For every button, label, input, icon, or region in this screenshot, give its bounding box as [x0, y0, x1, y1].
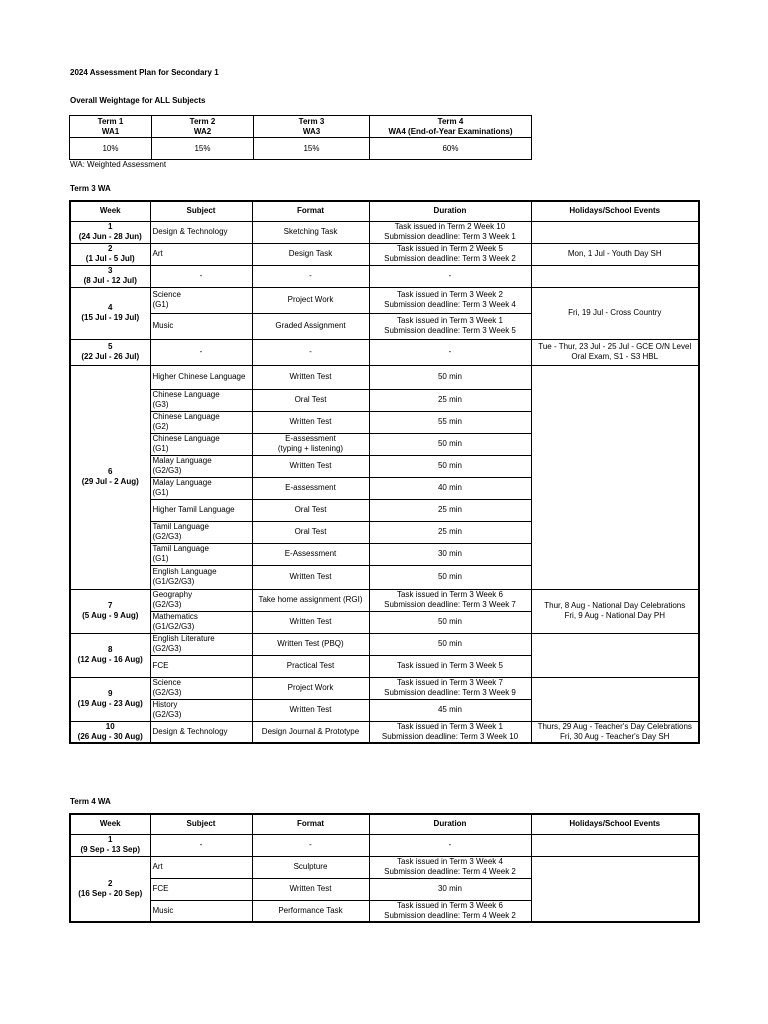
- format-cell: Written Test: [252, 611, 369, 633]
- duration-cell: 55 min: [369, 411, 531, 433]
- duration-cell: 25 min: [369, 499, 531, 521]
- subject-cell: English Language (G1/G2/G3): [150, 565, 252, 589]
- format-cell: Graded Assignment: [252, 313, 369, 339]
- subject-cell: History (G2/G3): [150, 699, 252, 721]
- duration-cell: -: [369, 265, 531, 287]
- format-cell: -: [252, 834, 369, 856]
- duration-cell: Task issued in Term 3 Week 1 Submission deadline: Term 3 Week 10: [369, 721, 531, 743]
- subject-cell: Higher Tamil Language: [150, 499, 252, 521]
- week-cell: 1 (24 Jun - 28 Jun): [70, 221, 150, 243]
- weightage-heading: Overall Weightage for ALL Subjects: [70, 96, 206, 105]
- duration-cell: Task issued in Term 3 Week 7 Submission deadline: Term 3 Week 9: [369, 677, 531, 699]
- header-duration: Duration: [369, 814, 531, 834]
- header-events: Holidays/School Events: [531, 201, 699, 221]
- subject-cell: -: [150, 265, 252, 287]
- header-week: Week: [70, 201, 150, 221]
- events-cell: [531, 856, 699, 922]
- duration-cell: 50 min: [369, 611, 531, 633]
- format-cell: Written Test: [252, 365, 369, 389]
- duration-cell: Task issued in Term 3 Week 5: [369, 655, 531, 677]
- week-cell: 10 (26 Aug - 30 Aug): [70, 721, 150, 743]
- table-row: [70, 221, 699, 243]
- format-cell: Sculpture: [252, 856, 369, 878]
- term4-table: [69, 813, 700, 923]
- duration-cell: 50 min: [369, 455, 531, 477]
- events-cell: [531, 365, 699, 589]
- table-row: [70, 365, 699, 389]
- format-cell: -: [252, 339, 369, 365]
- subject-cell: -: [150, 834, 252, 856]
- subject-cell: Science (G1): [150, 287, 252, 313]
- header-subject: Subject: [150, 814, 252, 834]
- events-cell: [531, 834, 699, 856]
- duration-cell: 50 min: [369, 633, 531, 655]
- events-cell: Fri, 19 Jul - Cross Country: [531, 287, 699, 339]
- format-cell: Written Test: [252, 878, 369, 900]
- events-cell: [531, 677, 699, 721]
- subject-cell: Tamil Language (G1): [150, 543, 252, 565]
- subject-cell: Higher Chinese Language: [150, 365, 252, 389]
- weightage-col-2: Term 2 WA2: [152, 116, 254, 138]
- week-cell: 5 (22 Jul - 26 Jul): [70, 339, 150, 365]
- duration-cell: -: [369, 339, 531, 365]
- week-cell: 9 (19 Aug - 23 Aug): [70, 677, 150, 721]
- weightage-pct-1: 10%: [70, 138, 152, 160]
- format-cell: Written Test: [252, 565, 369, 589]
- table-row: [70, 287, 699, 313]
- subject-cell: Art: [150, 243, 252, 265]
- term3-table: [69, 200, 700, 744]
- events-cell: Mon, 1 Jul - Youth Day SH: [531, 243, 699, 265]
- format-cell: Oral Test: [252, 521, 369, 543]
- week-cell: 2 (1 Jul - 5 Jul): [70, 243, 150, 265]
- events-cell: Tue - Thur, 23 Jul - 25 Jul - GCE O/N Level Oral Exam, S1 - S3 HBL: [531, 339, 699, 365]
- week-cell: 1 (9 Sep - 13 Sep): [70, 834, 150, 856]
- subject-cell: Tamil Language (G2/G3): [150, 521, 252, 543]
- format-cell: Practical Test: [252, 655, 369, 677]
- subject-cell: Music: [150, 900, 252, 922]
- table-row: [70, 339, 699, 365]
- format-cell: Take home assignment (RGI): [252, 589, 369, 611]
- week-cell: 4 (15 Jul - 19 Jul): [70, 287, 150, 339]
- header-format: Format: [252, 814, 369, 834]
- format-cell: Written Test: [252, 411, 369, 433]
- header-duration: Duration: [369, 201, 531, 221]
- format-cell: Performance Task: [252, 900, 369, 922]
- duration-cell: 40 min: [369, 477, 531, 499]
- weightage-col-4: Term 4 WA4 (End-of-Year Examinations): [370, 116, 532, 138]
- duration-cell: 25 min: [369, 389, 531, 411]
- weightage-pct-4: 60%: [370, 138, 532, 160]
- table-row: [70, 243, 699, 265]
- table-row: [70, 721, 699, 743]
- format-cell: Project Work: [252, 287, 369, 313]
- duration-cell: Task issued in Term 2 Week 10 Submission deadline: Term 3 Week 1: [369, 221, 531, 243]
- subject-cell: Chinese Language (G3): [150, 389, 252, 411]
- subject-cell: Geography (G2/G3): [150, 589, 252, 611]
- weightage-note: WA: Weighted Assessment: [70, 160, 167, 169]
- subject-cell: FCE: [150, 655, 252, 677]
- header-subject: Subject: [150, 201, 252, 221]
- weightage-pct-3: 15%: [254, 138, 370, 160]
- subject-cell: English Literature (G2/G3): [150, 633, 252, 655]
- duration-cell: 50 min: [369, 365, 531, 389]
- format-cell: Design Task: [252, 243, 369, 265]
- format-cell: E-assessment: [252, 477, 369, 499]
- duration-cell: Task issued in Term 2 Week 5 Submission deadline: Term 3 Week 2: [369, 243, 531, 265]
- table-row: [70, 589, 699, 611]
- duration-cell: Task issued in Term 3 Week 6 Submission deadline: Term 3 Week 7: [369, 589, 531, 611]
- header-week: Week: [70, 814, 150, 834]
- week-cell: 7 (5 Aug - 9 Aug): [70, 589, 150, 633]
- format-cell: Project Work: [252, 677, 369, 699]
- subject-cell: Chinese Language (G1): [150, 433, 252, 455]
- duration-cell: 30 min: [369, 878, 531, 900]
- events-cell: [531, 633, 699, 677]
- term4-heading: Term 4 WA: [70, 797, 111, 806]
- events-cell: Thur, 8 Aug - National Day Celebrations Fri, 9 Aug - National Day PH: [531, 589, 699, 633]
- events-cell: [531, 265, 699, 287]
- table-row: [70, 677, 699, 699]
- duration-cell: Task issued in Term 3 Week 6 Submission deadline: Term 4 Week 2: [369, 900, 531, 922]
- format-cell: E-assessment (typing + listening): [252, 433, 369, 455]
- week-cell: 3 (8 Jul - 12 Jul): [70, 265, 150, 287]
- header-events: Holidays/School Events: [531, 814, 699, 834]
- table-row: [70, 633, 699, 655]
- format-cell: Design Journal & Prototype: [252, 721, 369, 743]
- format-cell: Written Test: [252, 455, 369, 477]
- duration-cell: 45 min: [369, 699, 531, 721]
- format-cell: Oral Test: [252, 499, 369, 521]
- subject-cell: Art: [150, 856, 252, 878]
- duration-cell: Task issued in Term 3 Week 4 Submission deadline: Term 4 Week 2: [369, 856, 531, 878]
- subject-cell: FCE: [150, 878, 252, 900]
- format-cell: Sketching Task: [252, 221, 369, 243]
- term3-heading: Term 3 WA: [70, 184, 111, 193]
- weightage-col-1: Term 1 WA1: [70, 116, 152, 138]
- duration-cell: 25 min: [369, 521, 531, 543]
- week-cell: 6 (29 Jul - 2 Aug): [70, 365, 150, 589]
- weightage-col-3: Term 3 WA3: [254, 116, 370, 138]
- header-format: Format: [252, 201, 369, 221]
- weightage-pct-2: 15%: [152, 138, 254, 160]
- subject-cell: Design & Technology: [150, 721, 252, 743]
- duration-cell: 50 min: [369, 565, 531, 589]
- duration-cell: -: [369, 834, 531, 856]
- weightage-table: [69, 115, 532, 160]
- format-cell: E-Assessment: [252, 543, 369, 565]
- duration-cell: 30 min: [369, 543, 531, 565]
- subject-cell: Chinese Language (G2): [150, 411, 252, 433]
- format-cell: Written Test (PBQ): [252, 633, 369, 655]
- duration-cell: Task issued in Term 3 Week 2 Submission deadline: Term 3 Week 4: [369, 287, 531, 313]
- duration-cell: 50 min: [369, 433, 531, 455]
- subject-cell: Science (G2/G3): [150, 677, 252, 699]
- format-cell: Oral Test: [252, 389, 369, 411]
- table-row: [70, 856, 699, 878]
- subject-cell: Design & Technology: [150, 221, 252, 243]
- week-cell: 2 (16 Sep - 20 Sep): [70, 856, 150, 922]
- events-cell: [531, 221, 699, 243]
- format-cell: -: [252, 265, 369, 287]
- events-cell: Thurs, 29 Aug - Teacher's Day Celebrations Fri, 30 Aug - Teacher's Day SH: [531, 721, 699, 743]
- page-title: 2024 Assessment Plan for Secondary 1: [70, 68, 219, 77]
- subject-cell: Malay Language (G1): [150, 477, 252, 499]
- week-cell: 8 (12 Aug - 16 Aug): [70, 633, 150, 677]
- subject-cell: Music: [150, 313, 252, 339]
- subject-cell: Mathematics (G1/G2/G3): [150, 611, 252, 633]
- table-row: [70, 834, 699, 856]
- table-row: [70, 265, 699, 287]
- subject-cell: Malay Language (G2/G3): [150, 455, 252, 477]
- duration-cell: Task issued in Term 3 Week 1 Submission deadline: Term 3 Week 5: [369, 313, 531, 339]
- subject-cell: -: [150, 339, 252, 365]
- format-cell: Written Test: [252, 699, 369, 721]
